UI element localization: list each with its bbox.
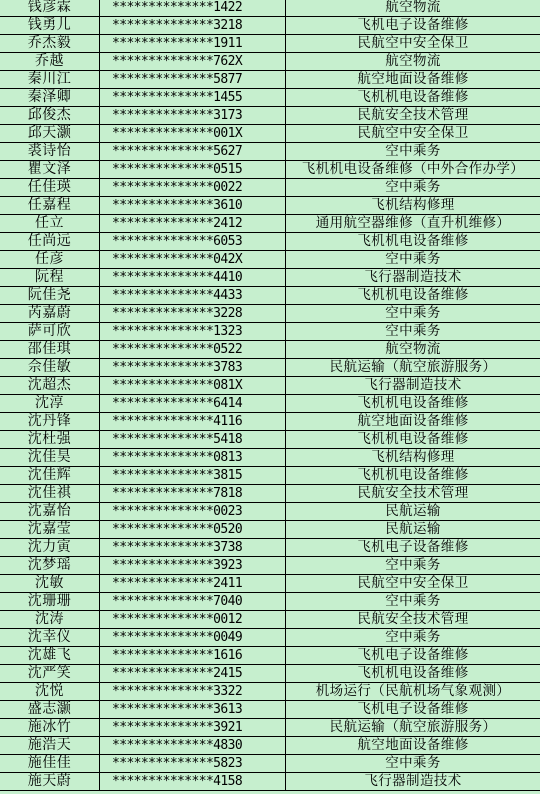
student-name-cell[interactable]: 沈佳祺 [0,485,100,502]
student-name-cell[interactable]: 萨可欣 [0,323,100,340]
student-name-cell[interactable]: 沈嘉怡 [0,503,100,520]
table-row [0,161,540,179]
masked-id-cell[interactable]: **************6414 [100,395,286,412]
major-cell[interactable]: 飞行器制造技术 [364,773,462,789]
masked-id-cell[interactable]: **************762X [100,53,286,70]
major-cell[interactable]: 飞机机电设备维修 [357,89,469,105]
masked-id-cell[interactable]: **************3228 [100,305,286,322]
table-row [0,719,540,737]
masked-id-cell[interactable]: **************5823 [100,755,286,772]
major-cell[interactable]: 飞机机电设备维修 [357,665,469,681]
table-row [0,539,540,557]
masked-id-cell[interactable]: **************3218 [100,17,286,34]
table-row [0,557,540,575]
student-name-cell[interactable]: 邱俊杰 [0,107,100,124]
major-cell[interactable]: 飞行器制造技术 [364,269,462,285]
student-name-cell[interactable]: 邱天灏 [0,125,100,142]
table-row [0,251,540,269]
masked-id-cell[interactable]: **************5627 [100,143,286,160]
major-cell[interactable]: 民航空中安全保卫 [357,125,469,141]
major-cell[interactable]: 飞机机电设备维修 [357,467,469,483]
student-name-cell[interactable]: 施天蔚 [0,773,100,790]
masked-id-cell[interactable]: **************3613 [100,701,286,718]
student-name-cell[interactable]: 秦泽卿 [0,89,100,106]
major-cell[interactable]: 飞机机电设备维修 [357,395,469,411]
student-name-cell[interactable]: 盛志灏 [0,701,100,718]
masked-id-cell[interactable]: **************3921 [100,719,286,736]
student-name-cell[interactable]: 沈嘉莹 [0,521,100,538]
student-name-cell[interactable]: 乔杰毅 [0,35,100,52]
table-row [0,125,540,143]
masked-id-cell[interactable]: **************3738 [100,539,286,556]
masked-id-cell[interactable]: **************1455 [100,89,286,106]
masked-id-cell[interactable]: **************4433 [100,287,286,304]
major-cell[interactable]: 飞机结构修理 [371,197,455,213]
student-name-cell[interactable]: 沈幸仪 [0,629,100,646]
major-cell[interactable]: 飞行器制造技术 [364,377,462,393]
table-row [0,269,540,287]
student-name-cell[interactable]: 施冰竹 [0,719,100,736]
student-name-cell[interactable]: 沈杜强 [0,431,100,448]
student-name-cell[interactable]: 钱勇儿 [0,17,100,34]
table-row [0,521,540,539]
table-row [0,179,540,197]
major-cell[interactable]: 民航安全技术管理 [357,485,469,501]
major-cell[interactable]: 航空物流 [385,0,441,15]
student-name-cell[interactable]: 沈佳辉 [0,467,100,484]
student-name-cell[interactable]: 任立 [0,215,100,232]
masked-id-cell[interactable]: **************0049 [100,629,286,646]
table-row [0,503,540,521]
student-name-cell[interactable]: 佘佳敏 [0,359,100,376]
table-row [0,89,540,107]
major-cell[interactable]: 飞机机电设备维修（中外合作办学） [301,161,525,177]
masked-id-cell[interactable]: **************5418 [100,431,286,448]
student-name-cell[interactable]: 阮程 [0,269,100,286]
student-name-cell[interactable]: 沈涛 [0,611,100,628]
major-cell[interactable]: 民航空中安全保卫 [357,35,469,51]
student-name-cell[interactable]: 沈悦 [0,683,100,700]
table-row [0,53,540,71]
major-cell[interactable]: 机场运行（民航机场气象观测） [315,683,511,699]
table-row [0,773,540,791]
table-row [0,683,540,701]
student-name-cell[interactable]: 沈丹锋 [0,413,100,430]
table-row [0,647,540,665]
student-name-cell[interactable]: 邵佳琪 [0,341,100,358]
masked-id-cell[interactable]: **************4116 [100,413,286,430]
masked-id-cell[interactable]: **************0522 [100,341,286,358]
major-cell[interactable]: 飞机电子设备维修 [357,17,469,33]
major-cell[interactable]: 航空地面设备维修 [357,737,469,753]
major-cell[interactable]: 空中乘务 [385,629,441,645]
masked-id-cell[interactable]: **************3783 [100,359,286,376]
major-cell[interactable]: 民航运输 [385,521,441,537]
major-cell[interactable]: 民航安全技术管理 [357,107,469,123]
masked-id-cell[interactable]: **************7818 [100,485,286,502]
table-row [0,71,540,89]
major-cell[interactable]: 空中乘务 [385,557,441,573]
major-cell[interactable]: 飞机机电设备维修 [357,233,469,249]
masked-id-cell[interactable]: **************3610 [100,197,286,214]
table-row [0,197,540,215]
student-name-cell[interactable]: 施浩天 [0,737,100,754]
table-row [0,449,540,467]
masked-id-cell[interactable]: **************4830 [100,737,286,754]
masked-id-cell[interactable]: **************2411 [100,575,286,592]
major-cell[interactable]: 民航空中安全保卫 [357,575,469,591]
table-row [0,467,540,485]
table-row [0,143,540,161]
major-cell[interactable]: 飞机电子设备维修 [357,539,469,555]
masked-id-cell[interactable]: **************0515 [100,161,286,178]
masked-id-cell[interactable]: **************1323 [100,323,286,340]
table-row [0,593,540,611]
major-cell[interactable]: 飞机结构修理 [371,449,455,465]
table-row [0,485,540,503]
masked-id-cell[interactable]: **************2415 [100,665,286,682]
student-name-cell[interactable]: 沈佳昊 [0,449,100,466]
table-row [0,701,540,719]
masked-id-cell[interactable]: **************001X [100,125,286,142]
table-row [0,0,540,17]
major-cell[interactable]: 航空地面设备维修 [357,71,469,87]
masked-id-cell[interactable]: **************0023 [100,503,286,520]
major-cell[interactable]: 航空地面设备维修 [357,413,469,429]
masked-id-cell[interactable]: **************3173 [100,107,286,124]
major-cell[interactable]: 民航运输（航空旅游服务） [329,719,497,735]
table-row [0,611,540,629]
major-cell[interactable]: 飞机机电设备维修 [357,287,469,303]
table-row [0,413,540,431]
student-name-cell[interactable]: 钱彦霖 [0,0,100,16]
major-cell[interactable]: 通用航空器维修（直升机维修） [315,215,511,231]
table-row [0,431,540,449]
masked-id-cell[interactable]: **************4158 [100,773,286,790]
table-row [0,35,540,53]
masked-id-cell[interactable]: **************081X [100,377,286,394]
student-name-cell[interactable]: 乔越 [0,53,100,70]
major-cell[interactable]: 空中乘务 [385,755,441,771]
student-name-cell[interactable]: 沈严笑 [0,665,100,682]
student-name-cell[interactable]: 任佳瑛 [0,179,100,196]
table-row [0,107,540,125]
student-name-cell[interactable]: 芮嘉蔚 [0,305,100,322]
major-cell[interactable]: 空中乘务 [385,323,441,339]
masked-id-cell[interactable]: **************0520 [100,521,286,538]
major-cell[interactable]: 空中乘务 [385,179,441,195]
student-name-cell[interactable]: 沈雄飞 [0,647,100,664]
student-name-cell[interactable]: 沈力寅 [0,539,100,556]
student-name-cell[interactable]: 沈珊珊 [0,593,100,610]
major-cell[interactable]: 空中乘务 [385,305,441,321]
student-name-cell[interactable]: 裘诗怡 [0,143,100,160]
table-row [0,575,540,593]
masked-id-cell[interactable]: **************7040 [100,593,286,610]
table-row [0,359,540,377]
major-cell[interactable]: 空中乘务 [385,251,441,267]
student-name-cell[interactable]: 任嘉程 [0,197,100,214]
major-cell[interactable]: 飞机机电设备维修 [357,431,469,447]
masked-id-cell[interactable]: **************3322 [100,683,286,700]
table-row [0,665,540,683]
table-row [0,629,540,647]
student-name-cell[interactable]: 沈敏 [0,575,100,592]
major-cell[interactable]: 民航运输（航空旅游服务） [329,359,497,375]
masked-id-cell[interactable]: **************5877 [100,71,286,88]
masked-id-cell[interactable]: **************4410 [100,269,286,286]
major-cell[interactable]: 航空物流 [385,53,441,69]
student-name-cell[interactable]: 任尚远 [0,233,100,250]
student-name-cell[interactable]: 沈梦瑶 [0,557,100,574]
major-cell[interactable]: 飞机电子设备维修 [357,647,469,663]
table-row [0,323,540,341]
masked-id-cell[interactable]: **************1422 [100,0,286,16]
student-name-cell[interactable]: 沈超杰 [0,377,100,394]
major-cell[interactable]: 空中乘务 [385,143,441,159]
major-cell[interactable]: 飞机电子设备维修 [357,701,469,717]
table-row [0,395,540,413]
masked-id-cell[interactable]: **************6053 [100,233,286,250]
major-cell[interactable]: 航空物流 [385,341,441,357]
major-cell[interactable]: 民航运输 [385,503,441,519]
major-cell[interactable]: 空中乘务 [385,593,441,609]
table-row [0,377,540,395]
masked-id-cell[interactable]: **************1616 [100,647,286,664]
table-row [0,737,540,755]
table-row [0,287,540,305]
masked-id-cell[interactable]: **************0012 [100,611,286,628]
masked-id-cell[interactable]: **************1911 [100,35,286,52]
masked-id-cell[interactable]: **************3923 [100,557,286,574]
table-row [0,215,540,233]
major-cell[interactable]: 民航安全技术管理 [357,611,469,627]
masked-id-cell[interactable]: **************2412 [100,215,286,232]
masked-id-cell[interactable]: **************0022 [100,179,286,196]
masked-id-cell[interactable]: **************3815 [100,467,286,484]
student-name-cell[interactable]: 阮佳尧 [0,287,100,304]
masked-id-cell[interactable]: **************042X [100,251,286,268]
student-name-cell[interactable]: 任彦 [0,251,100,268]
table-row [0,233,540,251]
table-row [0,755,540,773]
student-name-cell[interactable]: 秦川江 [0,71,100,88]
masked-id-cell[interactable]: **************0813 [100,449,286,466]
student-name-cell[interactable]: 瞿文泽 [0,161,100,178]
student-name-cell[interactable]: 施佳佳 [0,755,100,772]
table-row [0,305,540,323]
table-row [0,341,540,359]
table-row [0,17,540,35]
student-name-cell[interactable]: 沈淳 [0,395,100,412]
